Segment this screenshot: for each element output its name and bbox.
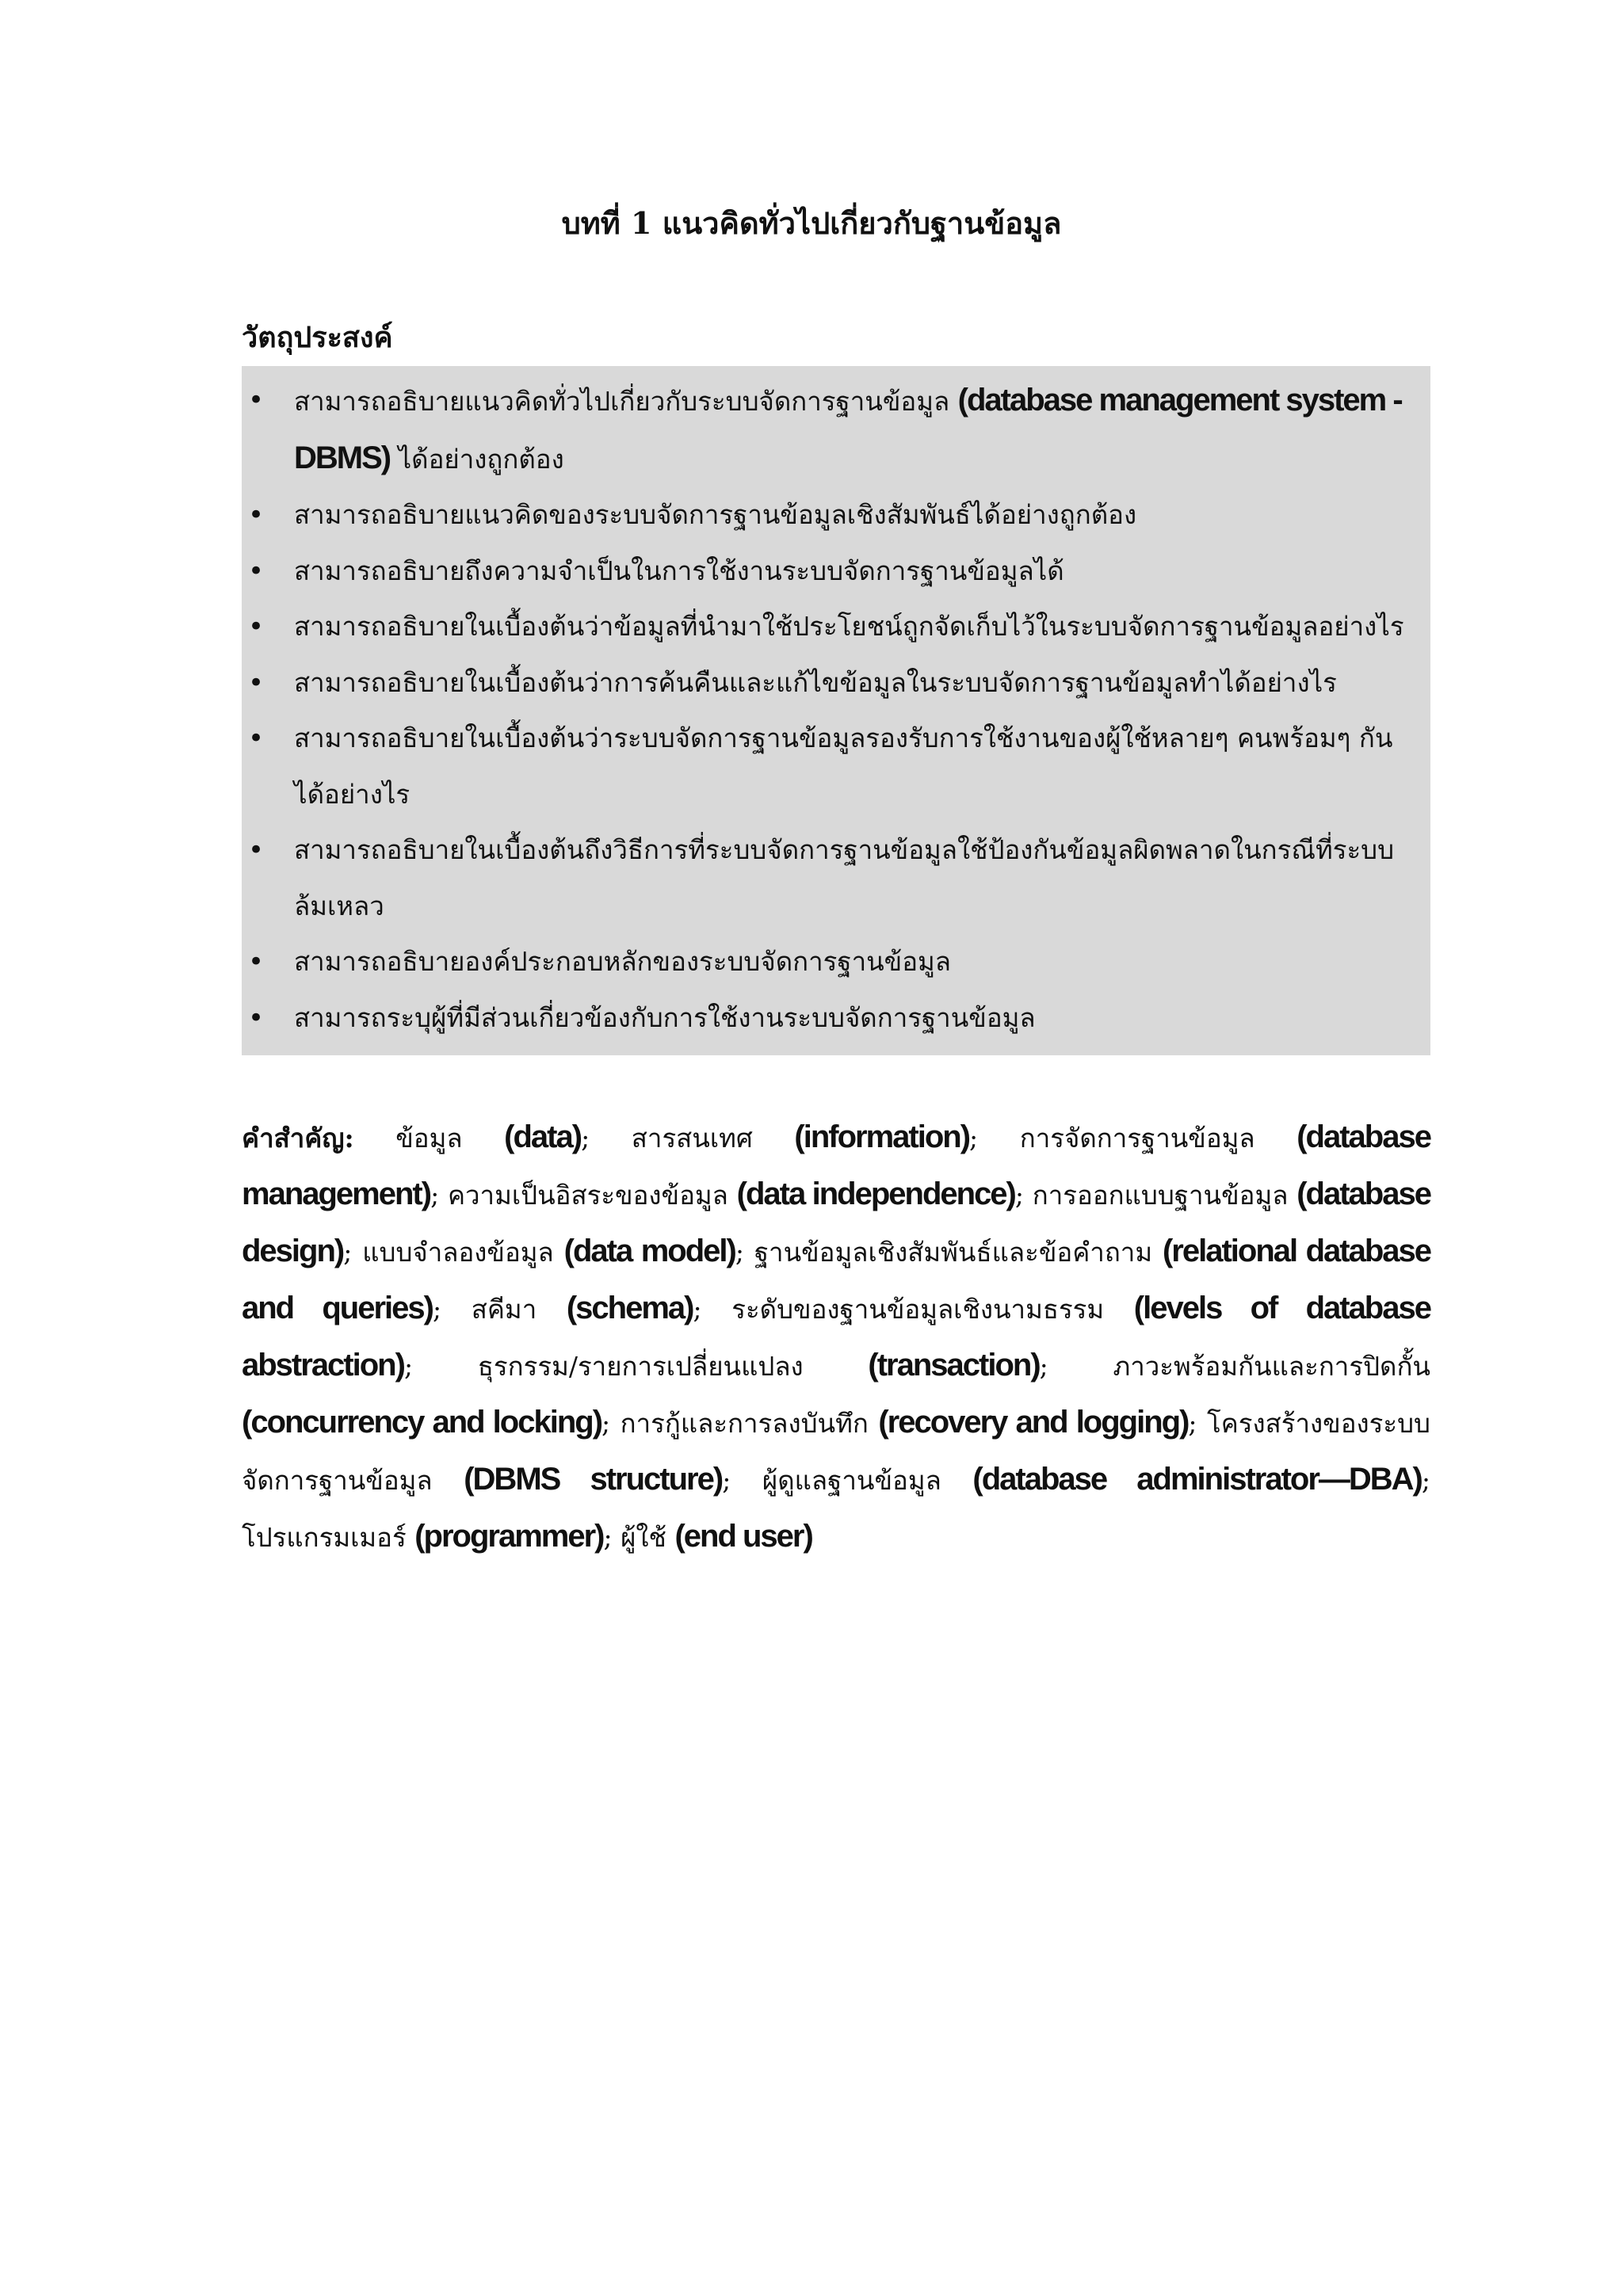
keyword-thai: ข้อมูล: [395, 1123, 463, 1154]
chapter-title: บทที่ 1 แนวคิดทั่วไปเกี่ยวกับฐานข้อมูล: [561, 205, 1062, 241]
keyword-english: (end user): [674, 1519, 812, 1554]
keyword-english: (transaction): [868, 1348, 1040, 1383]
objective-text: สามารถอธิบายในเบื้องต้นว่าข้อมูลที่นำมาใช้ประโยชน์ถูกจัดเก็บไว้ในระบบจัดการฐานข้อมูลอย่างไร: [294, 611, 1404, 642]
keyword-thai: ฐานข้อมูลเชิงสัมพันธ์และข้อคำถาม: [754, 1237, 1153, 1268]
objective-item: [242, 822, 1430, 934]
keyword-english: (data model): [563, 1234, 735, 1268]
keyword-thai: ความเป็นอิสระของข้อมูล: [447, 1180, 728, 1211]
objective-text: สามารถอธิบายในเบื้องต้นว่าการค้นคืนและแก้ไขข้อมูลในระบบจัดการฐานข้อมูลทำได้อย่างไร: [294, 666, 1337, 698]
keyword-thai: การออกแบบฐานข้อมูล: [1032, 1180, 1289, 1211]
keyword-thai: โครงสร้างของระบบจัดการฐานข้อมูล: [242, 1408, 1430, 1496]
objectives-heading: วัตถุประสงค์: [242, 321, 393, 354]
keyword-english: (database management): [242, 1119, 1430, 1211]
objective-item: [242, 543, 1430, 600]
bullet-icon: •: [248, 611, 265, 643]
objective-item: [242, 990, 1430, 1047]
bullet-icon: •: [248, 666, 265, 699]
objective-text-tail: ได้อย่างถูกต้อง: [390, 443, 564, 475]
objective-text: สามารถอธิบายในเบื้องต้นว่าระบบจัดการฐานข้อมูลรองรับการใช้งานของผู้ใช้หลายๆ คนพร้อมๆ กันได้อย่างไร: [294, 723, 1393, 810]
keyword-thai: ธุรกรรม/รายการเปลี่ยนแปลง: [477, 1351, 804, 1382]
keyword-english: (recovery and logging): [878, 1405, 1189, 1440]
keyword-english: (concurrency and locking): [242, 1405, 602, 1440]
keyword-thai: ระดับของฐานข้อมูลเชิงนามธรรม: [731, 1294, 1105, 1325]
objective-text: สามารถระบุผู้ที่มีส่วนเกี่ยวข้องกับการใช้งานระบบจัดการฐานข้อมูล: [294, 1001, 1036, 1033]
keywords-paragraph: คำสำคัญ: ข้อมูล (data); สารสนเทศ (information); การจัดการฐานข้อมูล (database management); ความเป็นอิสระของข้อมูล (data independence); การออกแบบฐานข้อมูล (database design); แบบจำลองข้อมูล (data model); ฐานข้อมูลเชิงสัมพันธ์และข้อคำถาม (relational database and queries); สคีมา (schema); ระดับของฐานข้อมูลเชิงนามธรรม (levels of database abstraction); ธุรกรรม/รายการเปลี่ยนแปลง (transaction); ภาวะพร้อมกันและการปิดกั้น (concurrency and locking); การกู้และการลงบันทึก (recovery and logging); โครงสร้างของระบบจัดการฐานข้อมูล (DBMS structure); ผู้ดูแลฐานข้อมูล (database administrator—DBA); โปรแกรมเมอร์ (programmer); ผู้ใช้ (end user): [242, 1119, 1431, 1554]
keyword-thai: การกู้และการลงบันทึก: [620, 1408, 869, 1439]
objectives-box: [242, 366, 1430, 1055]
objective-text: สามารถอธิบายแนวคิดของระบบจัดการฐานข้อมูลเชิงสัมพันธ์ได้อย่างถูกต้อง: [294, 499, 1137, 530]
objective-item: [242, 655, 1430, 711]
keyword-english: (information): [794, 1119, 970, 1154]
objective-english-term: (database management system - DBMS): [294, 383, 1402, 475]
bullet-icon: •: [248, 1001, 265, 1034]
objective-item: [242, 487, 1430, 543]
keyword-english: (levels of database abstraction): [242, 1291, 1430, 1383]
keyword-thai: ผู้ดูแลฐานข้อมูล: [762, 1465, 941, 1496]
keyword-thai: สคีมา: [471, 1294, 537, 1325]
keyword-english: (database design): [242, 1177, 1430, 1268]
keyword-thai: ภาวะพร้อมกันและการปิดกั้น: [1113, 1351, 1430, 1382]
keyword-english: (DBMS structure): [464, 1462, 723, 1497]
bullet-icon: •: [248, 834, 265, 866]
keyword-thai: สารสนเทศ: [631, 1123, 753, 1154]
keyword-english: (data): [504, 1119, 582, 1154]
keyword-english: (programmer): [414, 1519, 604, 1554]
bullet-icon: •: [248, 499, 265, 531]
objectives-list: [242, 372, 1430, 1046]
bullet-icon: •: [248, 555, 265, 587]
keyword-thai: โปรแกรมเมอร์: [242, 1522, 407, 1553]
bullet-icon: •: [248, 384, 265, 416]
objective-text: สามารถอธิบายแนวคิดทั่วไปเกี่ยวกับระบบจัดการฐานข้อมูล: [294, 386, 958, 417]
bullet-icon: •: [248, 946, 265, 978]
keyword-thai: แบบจำลองข้อมูล: [362, 1237, 554, 1268]
keyword-english: (data independence): [736, 1177, 1015, 1211]
objective-item: [242, 711, 1430, 822]
objective-text: สามารถอธิบายในเบื้องต้นถึงวิธีการที่ระบบจัดการฐานข้อมูลใช้ป้องกันข้อมูลผิดพลาดในกรณีที่ระบบล้มเหลว: [294, 834, 1395, 921]
keyword-thai: ผู้ใช้: [621, 1522, 666, 1553]
objective-item: [242, 599, 1430, 655]
bullet-icon: •: [248, 723, 265, 754]
keywords-label: คำสำคัญ:: [242, 1123, 354, 1154]
objective-item: [242, 372, 1430, 487]
objective-item: [242, 934, 1430, 990]
keyword-english: (database administrator—DBA): [972, 1462, 1422, 1497]
keyword-english: (relational database and queries): [242, 1234, 1431, 1325]
objective-text: สามารถอธิบายองค์ประกอบหลักของระบบจัดการฐานข้อมูล: [294, 946, 952, 977]
objective-text: สามารถอธิบายถึงความจำเป็นในการใช้งานระบบจัดการฐานข้อมูลได้: [294, 555, 1064, 586]
keyword-english: (schema): [566, 1291, 693, 1325]
keyword-thai: การจัดการฐานข้อมูล: [1019, 1123, 1255, 1154]
